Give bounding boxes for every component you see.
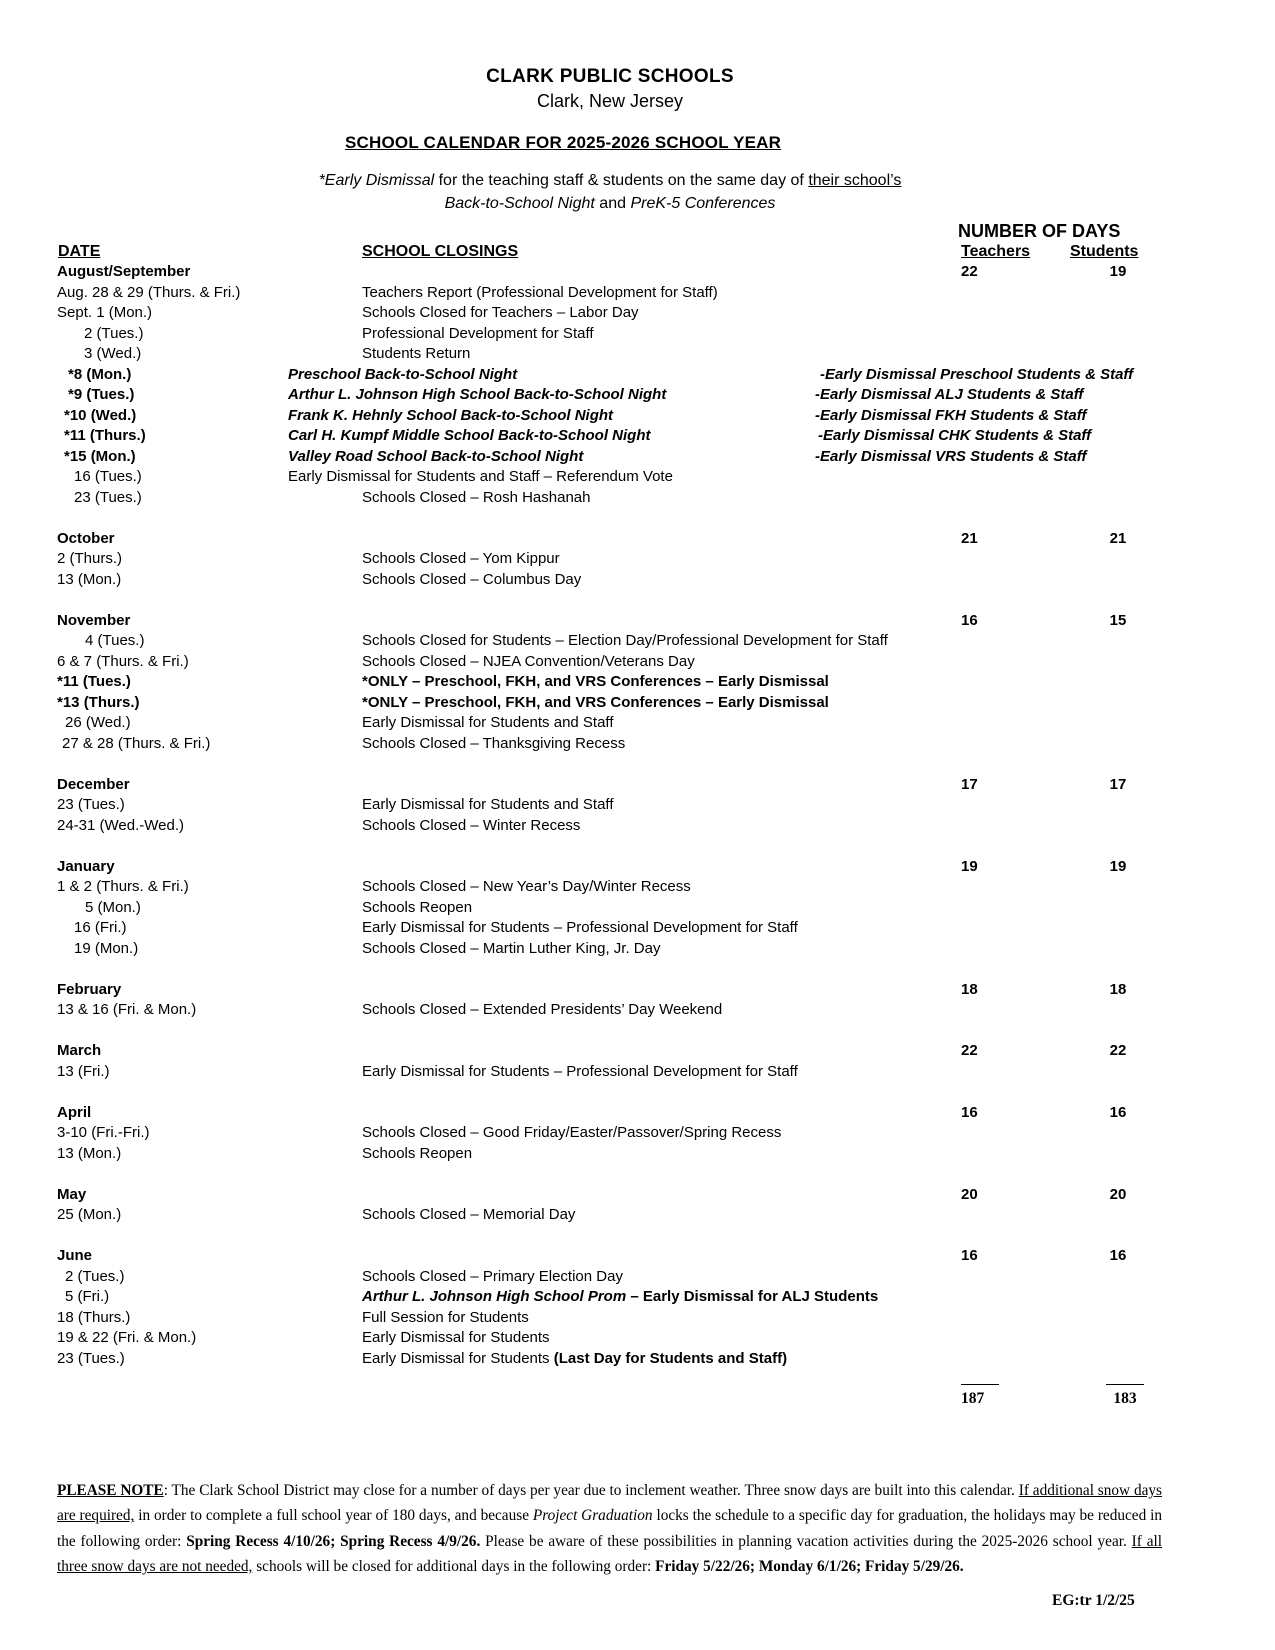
month-section: [0, 1041, 1275, 1082]
text-segment: Early Dismissal for Students: [362, 1329, 550, 1346]
row-closing: [362, 1144, 472, 1165]
text-segment: *Early Dismissal: [318, 172, 435, 189]
row-closing: [362, 631, 888, 652]
text-segment: Back-to-School Night: [444, 195, 595, 212]
text-segment: Schools Closed for Teachers – Labor Day: [362, 304, 639, 321]
month-header-row: [0, 529, 1275, 550]
text-segment: Please be aware of these possibilities in planning vacation activities during the 2025-2026 school year.: [480, 1532, 1132, 1550]
month-header-row: [0, 857, 1275, 878]
text-segment: Early Dismissal for Students – Professional Development for Staff: [362, 919, 798, 936]
month-section: [0, 775, 1275, 837]
text-segment: Friday 5/22/26; Monday 6/1/26; Friday 5/29/26.: [655, 1558, 964, 1576]
text-segment: -Early Dismissal Preschool Students & Staff: [820, 365, 1134, 383]
early-dismissal-note-line2: [30, 195, 1190, 213]
month-header-row: [0, 262, 1275, 283]
row-closing: [362, 1349, 787, 1370]
row-date: 5 (Mon.): [85, 898, 141, 916]
text-segment: Schools Closed – Primary Election Day: [362, 1267, 623, 1285]
row-date: 4 (Tues.): [85, 632, 145, 649]
text-segment: Early Dismissal for Students and Staff: [362, 714, 614, 731]
calendar-row: [0, 549, 1275, 570]
text-segment: locks the schedule to a specific day for graduation, the holidays may be reduced in the following order:: [57, 1507, 1162, 1550]
month-name: June: [57, 1247, 93, 1264]
row-closing: [362, 344, 470, 365]
col-header-date: DATE: [58, 242, 101, 260]
student-days-value: 16: [1109, 1247, 1127, 1264]
text-segment: -Early Dismissal VRS Students & Staff: [815, 447, 1087, 465]
row-closing: [362, 713, 614, 734]
text-segment: *ONLY – Preschool, FKH, and VRS Conferences – Early Dismissal: [362, 693, 829, 711]
month-section: [0, 1185, 1275, 1226]
text-segment: – Early Dismissal for ALJ Students: [626, 1288, 879, 1305]
calendar-row: [0, 447, 1275, 468]
calendar-row: [0, 426, 1275, 447]
calendar-row: [0, 488, 1275, 509]
calendar-row: [0, 365, 1275, 386]
text-segment: Full Session for Students: [362, 1308, 529, 1326]
calendar-row: [0, 1349, 1275, 1370]
calendar-row: [0, 795, 1275, 816]
text-segment: their school’s: [808, 172, 902, 189]
row-closing: [288, 406, 613, 427]
row-date: 3 (Wed.): [84, 345, 142, 362]
text-segment: Schools Closed – Thanksgiving Recess: [362, 734, 626, 752]
text-segment: If all three snow days are not needed,: [57, 1532, 1162, 1576]
row-early-dismissal-note: [818, 426, 1091, 447]
text-segment: Schools Closed – Yom Kippur: [362, 550, 560, 567]
calendar-months: [0, 262, 1275, 1369]
teacher-days-value: 16: [961, 1247, 978, 1264]
calendar-row: [0, 1308, 1275, 1329]
row-closing: [362, 877, 691, 898]
row-closing: [362, 1287, 878, 1308]
calendar-row: [0, 672, 1275, 693]
text-segment: Early Dismissal for Students and Staff – Referendum Vote: [288, 468, 673, 485]
month-name: March: [57, 1042, 102, 1059]
text-segment: Schools Closed – Winter Recess: [362, 816, 581, 834]
row-early-dismissal-note: [820, 365, 1133, 386]
row-date: 24-31 (Wed.-Wed.): [57, 816, 184, 834]
calendar-row: [0, 1144, 1275, 1165]
number-of-days-header-row: [0, 221, 1275, 242]
student-days-value: 19: [1109, 263, 1127, 280]
row-closing: [362, 1308, 529, 1329]
text-segment: Students Return: [362, 345, 471, 362]
calendar-row: [0, 734, 1275, 755]
text-segment: in order to complete a full school year of 180 days, and because: [134, 1507, 533, 1525]
month-section: [0, 980, 1275, 1021]
student-days-value: 15: [1109, 611, 1127, 629]
month-section: [0, 1103, 1275, 1165]
text-segment: Professional Development for Staff: [362, 324, 594, 342]
row-date: *11 (Tues.): [57, 673, 131, 690]
text-segment: Spring Recess 4/10/26; Spring Recess 4/9/26.: [186, 1532, 481, 1550]
row-early-dismissal-note: [815, 385, 1083, 406]
teacher-days-value: 20: [961, 1185, 978, 1203]
row-closing: [288, 426, 651, 447]
calendar-table: [0, 221, 1275, 1418]
month-section: [0, 262, 1275, 508]
row-date: 19 (Mon.): [74, 939, 139, 957]
row-closing: [362, 816, 580, 837]
row-date: 2 (Tues.): [65, 1267, 125, 1285]
row-date: 18 (Thurs.): [57, 1308, 131, 1326]
number-of-days-label: NUMBER OF DAYS: [958, 221, 1121, 241]
text-segment: PLEASE NOTE: [57, 1482, 164, 1499]
student-days-value: 17: [1109, 775, 1127, 793]
column-headers-row: [0, 242, 1275, 263]
row-date: *9 (Tues.): [68, 386, 135, 403]
text-segment: Frank K. Hehnly School Back-to-School Night: [288, 406, 614, 424]
text-segment: -Early Dismissal FKH Students & Staff: [815, 406, 1087, 424]
calendar-row: [0, 303, 1275, 324]
text-segment: *ONLY – Preschool, FKH, and VRS Conferences – Early Dismissal: [362, 673, 829, 690]
col-header-students: Students: [1070, 242, 1139, 260]
row-early-dismissal-note: [815, 447, 1086, 468]
calendar-row: [0, 918, 1275, 939]
row-closing: [288, 447, 583, 468]
teacher-days-value: 16: [961, 611, 978, 629]
text-segment: Schools Reopen: [362, 898, 473, 916]
student-days-value: 18: [1109, 980, 1127, 998]
text-segment: Schools Closed – Rosh Hashanah: [362, 488, 591, 506]
teacher-days-value: 22: [961, 263, 978, 280]
text-segment: Arthur L. Johnson High School Prom: [362, 1288, 627, 1305]
document-header: [30, 66, 1190, 112]
month-header-row: [0, 1246, 1275, 1267]
month-header-row: [0, 1041, 1275, 1062]
calendar-row: [0, 652, 1275, 673]
calendar-row: [0, 385, 1275, 406]
col-header-teachers: Teachers: [961, 242, 1031, 260]
row-closing: [362, 693, 829, 714]
row-date: 16 (Fri.): [74, 919, 127, 936]
text-segment: Schools Closed – Columbus Day: [362, 570, 582, 588]
month-name: October: [57, 529, 115, 547]
text-segment: Schools Closed – NJEA Convention/Veterans Day: [362, 652, 695, 670]
row-closing: [362, 1123, 781, 1144]
month-section: [0, 611, 1275, 755]
row-date: 13 (Mon.): [57, 1144, 122, 1162]
school-location: Clark, New Jersey: [536, 91, 684, 111]
month-header-row: [0, 980, 1275, 1001]
row-date: 2 (Tues.): [84, 324, 144, 342]
text-segment: -Early Dismissal ALJ Students & Staff: [815, 386, 1084, 403]
school-name: CLARK PUBLIC SCHOOLS: [486, 66, 734, 87]
row-date: 2 (Thurs.): [57, 550, 123, 567]
row-date: 1 & 2 (Thurs. & Fri.): [57, 878, 189, 895]
row-date: 25 (Mon.): [57, 1206, 122, 1223]
month-name: April: [57, 1103, 92, 1121]
text-segment: Preschool Back-to-School Night: [288, 365, 518, 383]
calendar-row: [0, 1205, 1275, 1226]
calendar-row: [0, 693, 1275, 714]
total-student-days: 183: [1106, 1384, 1144, 1410]
calendar-row: [0, 631, 1275, 652]
text-segment: If additional snow days are required,: [57, 1482, 1163, 1525]
text-segment: Teachers Report (Professional Development for Staff): [362, 283, 718, 301]
row-early-dismissal-note: [815, 406, 1086, 427]
row-closing: [362, 734, 625, 755]
row-date: 23 (Tues.): [57, 796, 125, 813]
row-closing: [362, 570, 581, 591]
month-name: August/September: [57, 263, 191, 280]
text-segment: schools will be closed for additional days in the following order:: [252, 1558, 656, 1576]
row-date: 6 & 7 (Thurs. & Fri.): [57, 652, 189, 670]
row-closing: [362, 488, 590, 509]
month-name: February: [57, 980, 122, 998]
calendar-row: [0, 816, 1275, 837]
row-closing: [288, 365, 517, 386]
row-date: *13 (Thurs.): [57, 693, 140, 711]
month-name: May: [57, 1185, 87, 1203]
row-closing: [362, 939, 660, 960]
month-name: November: [57, 611, 131, 629]
row-closing: [362, 1205, 575, 1226]
row-closing: [362, 898, 472, 919]
row-date: 23 (Tues.): [57, 1349, 125, 1367]
teacher-days-value: 18: [961, 980, 978, 998]
row-closing: [362, 303, 639, 324]
teacher-days-value: 16: [961, 1103, 978, 1121]
calendar-title: SCHOOL CALENDAR FOR 2025-2026 SCHOOL YEAR: [345, 133, 782, 152]
text-segment: Schools Closed – New Year’s Day/Winter Recess: [362, 878, 691, 895]
calendar-row: [0, 1267, 1275, 1288]
student-days-value: 19: [1109, 857, 1127, 875]
row-date: 23 (Tues.): [74, 488, 142, 506]
calendar-row: [0, 283, 1275, 304]
text-segment: Early Dismissal for Students: [362, 1349, 554, 1367]
calendar-row: [0, 877, 1275, 898]
calendar-row: [0, 344, 1275, 365]
totals-row: [0, 1384, 1275, 1418]
row-closing: [362, 1267, 623, 1288]
month-section: [0, 529, 1275, 591]
row-date: *10 (Wed.): [64, 406, 137, 424]
text-segment: Early Dismissal for Students and Staff: [362, 796, 614, 813]
col-header-school-closings: SCHOOL CLOSINGS: [362, 242, 519, 260]
row-date: *8 (Mon.): [68, 365, 132, 383]
student-days-value: 22: [1109, 1042, 1127, 1059]
text-segment: PreK-5 Conferences: [630, 195, 776, 212]
row-closing: [362, 549, 560, 570]
row-date: 27 & 28 (Thurs. & Fri.): [62, 734, 211, 752]
month-section: [0, 857, 1275, 960]
month-header-row: [0, 611, 1275, 632]
row-closing: [288, 385, 666, 406]
calendar-row: [0, 1000, 1275, 1021]
text-segment: : The Clark School District may close for a number of days per year due to inclement weather. Three snow days are built into this calendar.: [163, 1482, 1019, 1499]
row-date: 13 (Mon.): [57, 570, 122, 588]
calendar-row: [0, 324, 1275, 345]
row-closing: [362, 918, 798, 939]
month-section: [0, 1246, 1275, 1369]
row-date: *11 (Thurs.): [64, 427, 146, 444]
calendar-row: [0, 898, 1275, 919]
text-segment: Schools Closed for Students – Election Day/Professional Development for Staff: [362, 632, 888, 649]
row-closing: [362, 652, 695, 673]
row-closing: [362, 672, 829, 693]
text-segment: Schools Closed – Good Friday/Easter/Passover/Spring Recess: [362, 1124, 782, 1141]
text-segment: (Last Day for Students and Staff): [553, 1349, 788, 1367]
student-days-value: 16: [1109, 1103, 1127, 1121]
student-days-value: 20: [1109, 1185, 1127, 1203]
month-header-row: [0, 1185, 1275, 1206]
row-closing: [362, 1062, 798, 1083]
teacher-days-value: 22: [961, 1042, 978, 1059]
month-header-row: [0, 1103, 1275, 1124]
text-segment: Arthur L. Johnson High School Back-to-School Night: [288, 386, 667, 403]
calendar-row: [0, 570, 1275, 591]
calendar-row: [0, 713, 1275, 734]
document-reference-code: EG:tr 1/2/25: [1052, 1592, 1135, 1609]
row-closing: [362, 324, 594, 345]
calendar-row: [0, 1062, 1275, 1083]
row-closing: [362, 283, 718, 304]
month-name: January: [57, 857, 115, 875]
text-segment: Early Dismissal for Students – Professional Development for Staff: [362, 1062, 798, 1080]
row-date: 19 & 22 (Fri. & Mon.): [57, 1329, 197, 1346]
teacher-days-value: 19: [961, 857, 978, 875]
early-dismissal-note-line1: [30, 172, 1190, 190]
row-date: Aug. 28 & 29 (Thurs. & Fri.): [57, 283, 241, 301]
text-segment: for the teaching staff & students on the same day of: [434, 172, 809, 189]
text-segment: Schools Closed – Martin Luther King, Jr. Day: [362, 939, 661, 957]
row-closing: [362, 795, 614, 816]
row-date: 13 & 16 (Fri. & Mon.): [57, 1001, 197, 1018]
text-segment: Schools Closed – Memorial Day: [362, 1206, 576, 1223]
calendar-row: [0, 467, 1275, 488]
teacher-days-value: 17: [961, 775, 978, 793]
row-date: Sept. 1 (Mon.): [57, 304, 153, 321]
row-date: 16 (Tues.): [74, 468, 142, 485]
text-segment: Carl H. Kumpf Middle School Back-to-School Night: [288, 427, 651, 444]
month-name: December: [57, 775, 130, 793]
calendar-row: [0, 1287, 1275, 1308]
calendar-row: [0, 939, 1275, 960]
text-segment: Valley Road School Back-to-School Night: [288, 447, 584, 465]
teacher-days-value: 21: [961, 529, 978, 547]
row-closing: [362, 1000, 722, 1021]
row-closing: [288, 467, 673, 488]
calendar-row: [0, 1328, 1275, 1349]
calendar-row: [0, 406, 1275, 427]
text-segment: Project Graduation: [532, 1507, 653, 1525]
calendar-row: [0, 1123, 1275, 1144]
month-header-row: [0, 775, 1275, 796]
student-days-value: 21: [1109, 529, 1127, 547]
row-date: 13 (Fri.): [57, 1062, 110, 1080]
row-date: 3-10 (Fri.-Fri.): [57, 1124, 150, 1141]
text-segment: Schools Reopen: [362, 1144, 473, 1162]
total-teacher-days: 187: [961, 1384, 999, 1410]
row-closing: [362, 1328, 550, 1349]
row-date: 5 (Fri.): [65, 1288, 110, 1305]
text-segment: Schools Closed – Extended Presidents’ Day Weekend: [362, 1001, 723, 1018]
row-date: 26 (Wed.): [65, 714, 131, 731]
please-note-paragraph: [57, 1478, 1162, 1580]
row-date: *15 (Mon.): [64, 447, 136, 465]
text-segment: and: [594, 195, 631, 212]
text-segment: -Early Dismissal CHK Students & Staff: [818, 427, 1092, 444]
